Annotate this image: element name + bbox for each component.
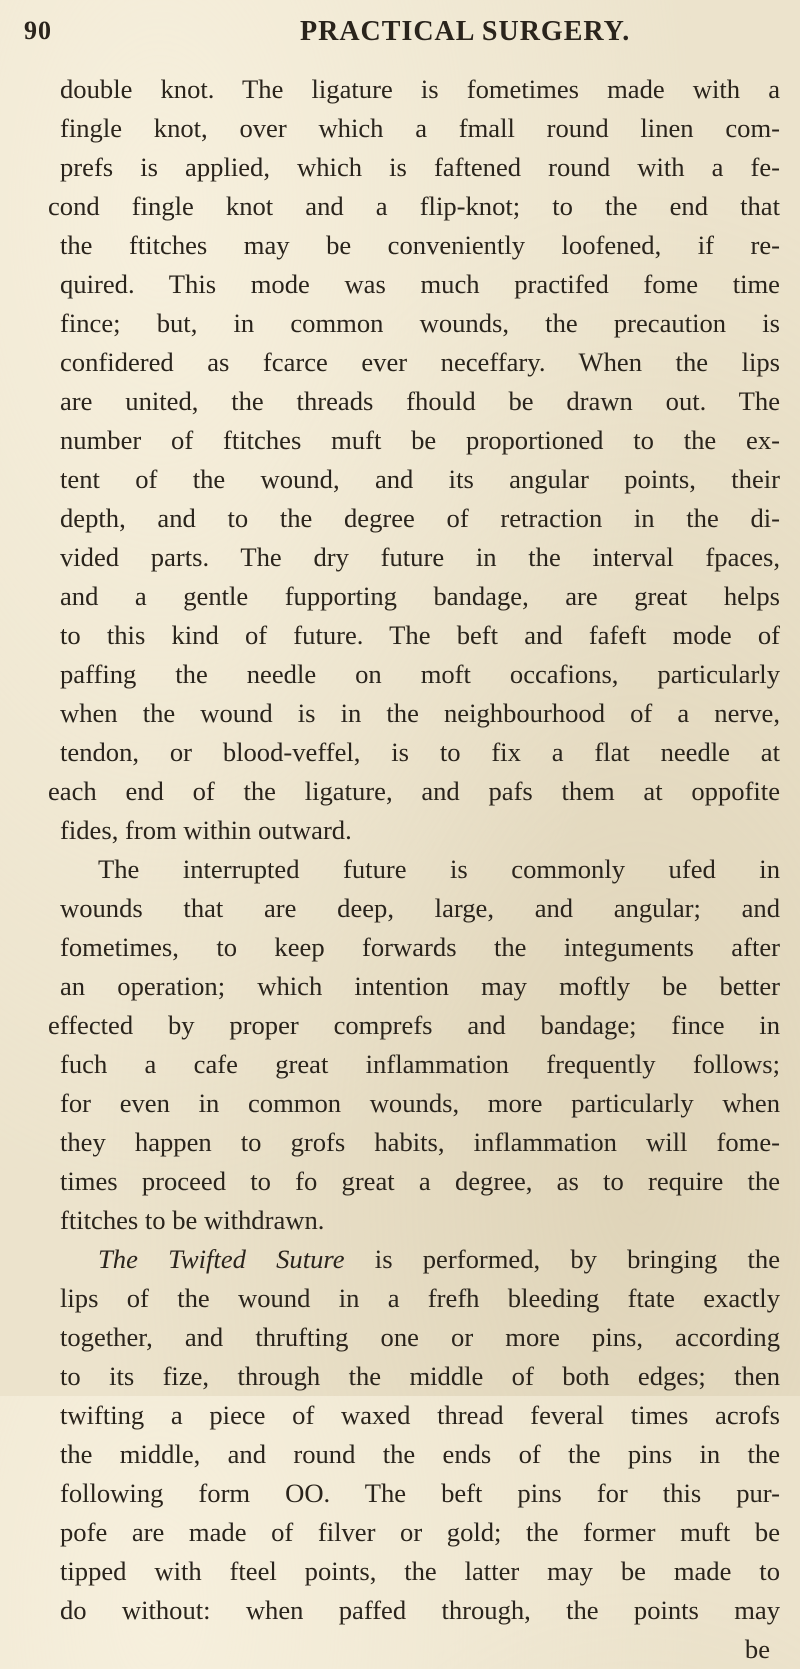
text-line: wounds that are deep, large, and angular; and [60, 893, 780, 923]
text-line: do without: when paffed through, the points may [60, 1595, 780, 1625]
text-line: tendon, or blood-veffel, is to fix a flat needle at [60, 737, 780, 767]
text-line: fingle knot, over which a fmall round linen com- [60, 113, 780, 143]
text-line: fides, from within outward. [60, 815, 352, 845]
text-line: for even in common wounds, more particularly when [60, 1088, 780, 1118]
text-line: pofe are made of filver or gold; the former muft be [60, 1517, 780, 1547]
text-line: together, and thrufting one or more pins, according [60, 1322, 780, 1352]
text-line: paffing the needle on moft occafions, particularly [60, 659, 780, 689]
text-line: an operation; which intention may moftly be better [60, 971, 780, 1001]
text-line: to its fize, through the middle of both edges; then [60, 1361, 780, 1391]
text-line: tipped with fteel points, the latter may be made to [60, 1556, 780, 1586]
text-line: following form OO. The beft pins for this pur- [60, 1478, 780, 1508]
text-line: effected by proper comprefs and bandage; fince in [48, 1010, 780, 1040]
twisted-suture-heading: The Twifted Suture [98, 1244, 345, 1274]
text-line: vided parts. The dry future in the interval fpaces, [60, 542, 780, 572]
text-line: are united, the threads fhould be drawn out. The [60, 386, 780, 416]
text-line: the middle, and round the ends of the pins in the [60, 1439, 780, 1469]
page-number: 90 [24, 16, 52, 45]
twisted-suture-line [60, 1240, 780, 1279]
text-line: quired. This mode was much practifed fome time [60, 269, 780, 299]
body-text [48, 70, 780, 1669]
text-line: confidered as fcarce ever neceffary. When the lips [60, 347, 780, 377]
text-line: to this kind of future. The beft and fafeft mode of [60, 620, 780, 650]
running-head [0, 10, 800, 54]
text-line: when the wound is in the neighbourhood of a nerve, [60, 698, 780, 728]
text-line: fometimes, to keep forwards the integuments after [60, 932, 780, 962]
running-title: PRACTICAL SURGERY. [300, 16, 631, 47]
text-line: prefs is applied, which is faftened round with a fe- [60, 152, 780, 182]
text-line: twifting a piece of waxed thread feveral times acrofs [60, 1400, 780, 1430]
text-line: The interrupted future is commonly ufed in [98, 854, 780, 884]
text-line: depth, and to the degree of retraction in the di- [60, 503, 780, 533]
text-line: fuch a cafe great inflammation frequently follows; [60, 1049, 780, 1079]
text-line: each end of the ligature, and pafs them at oppofite [48, 776, 780, 806]
text-line: and a gentle fupporting bandage, are great helps [60, 581, 780, 611]
text-line: cond fingle knot and a flip-knot; to the end that [48, 191, 780, 221]
text-line: fince; but, in common wounds, the precaution is [60, 308, 780, 338]
text-line: double knot. The ligature is fometimes made with a [60, 74, 780, 104]
text-line: ftitches to be withdrawn. [60, 1205, 325, 1235]
text-line: number of ftitches muft be proportioned to the ex- [60, 425, 780, 455]
text-line: they happen to grofs habits, inflammation will fome- [60, 1127, 780, 1157]
text-line: the ftitches may be conveniently loofened, if re- [60, 230, 780, 260]
catchword: be [744, 1634, 770, 1664]
text-line: tent of the wound, and its angular points, their [60, 464, 780, 494]
text-line: lips of the wound in a frefh bleeding ftate exactly [60, 1283, 780, 1313]
twisted-suture-rest: is performed, by bringing the [344, 1244, 780, 1274]
text-line: times proceed to fo great a degree, as to require the [60, 1166, 780, 1196]
